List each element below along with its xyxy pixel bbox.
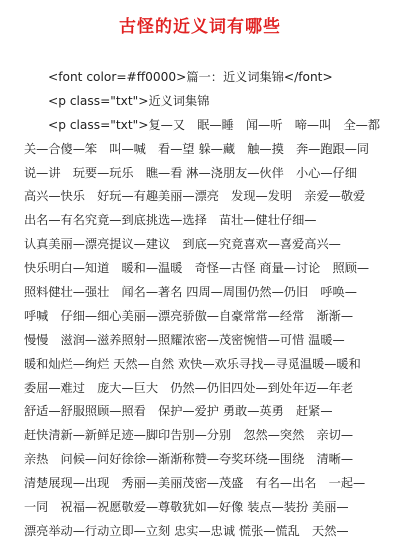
- body-line-word-pairs: <p class="txt">复—又 眠—睡 闻—听 啼—叫 全—都: [48, 117, 380, 132]
- body-line-word-pairs: 说—讲 玩要—玩乐 瞧—看 淋—浇朋友—伙伴 小心—仔细: [24, 165, 357, 180]
- body-line-word-pairs: 一同 祝福—祝愿敬爱—尊敬犹如—好像 装点—装扮 美丽—: [24, 500, 349, 515]
- body-line-word-pairs: 舒适—舒服照顾—照看 保护—爱护 勇敢—英勇 赶紧—: [24, 404, 333, 419]
- body-line-word-pairs: 亲热 问候—问好徐徐—渐渐称赞—夸奖环绕—围绕 清晰—: [24, 452, 354, 467]
- body-line-word-pairs: 照料健壮—强壮 闻名—著名 四周—周围仍然—仍旧 呼唤—: [24, 285, 357, 300]
- body-line-word-pairs: 出名—有名究竟—到底挑选—选择 苗壮—健壮仔细—: [24, 213, 317, 228]
- body-line-word-pairs: 认真美丽—漂亮提议—建议 到底—究竟喜欢—喜爱高兴—: [24, 237, 341, 252]
- body-line-word-pairs: 呼喊 仔细—细心美丽—漂亮骄傲—自豪常常—经常 渐渐—: [24, 308, 354, 323]
- body-line-word-pairs: 高兴—快乐 好玩—有趣美丽—漂亮 发现—发明 亲爱—敬爱: [24, 189, 366, 204]
- body-line-word-pairs: 慢慢 滋润—滋养照射—照耀浓密—茂密惋惜—可惜 温暖—: [24, 332, 345, 347]
- body-line-word-pairs: 漂亮举动—行动立即—立刻 忠实—忠诚 慌张—慌乱 天然—: [24, 523, 349, 538]
- body-line-word-pairs: 委屈—难过 庞大—巨大 仍然—仍旧四处—到处年迈—年老: [24, 380, 354, 395]
- body-line-word-pairs: 暖和灿烂—绚烂 天然—自然 欢快—欢乐寻找—寻觅温暖—暖和: [24, 356, 361, 371]
- body-line-word-pairs: 关—合傻—笨 叫—喊 看—望 躲—藏 触—摸 奔—跑跟—同: [24, 141, 370, 156]
- article-body: [24, 66, 380, 544]
- page-title: 古怪的近义词有哪些: [119, 17, 281, 37]
- body-line-word-pairs: 清楚展现—出现 秀丽—美丽茂密—茂盛 有名—出名 一起—: [24, 476, 366, 491]
- body-line-word-pairs: 赶快清新—新鲜足迹—脚印告别—分别 忽然—突然 亲切—: [24, 428, 354, 443]
- body-line-paragraph-tag: <p class="txt">近义词集锦: [48, 93, 210, 108]
- body-line-word-pairs: 快乐明白—知道 暖和—温暖 奇怪—古怪 商量—讨论 照顾—: [24, 261, 370, 276]
- body-line-source-heading: <font color=#ff0000>篇一：近义词集锦</font>: [48, 70, 333, 84]
